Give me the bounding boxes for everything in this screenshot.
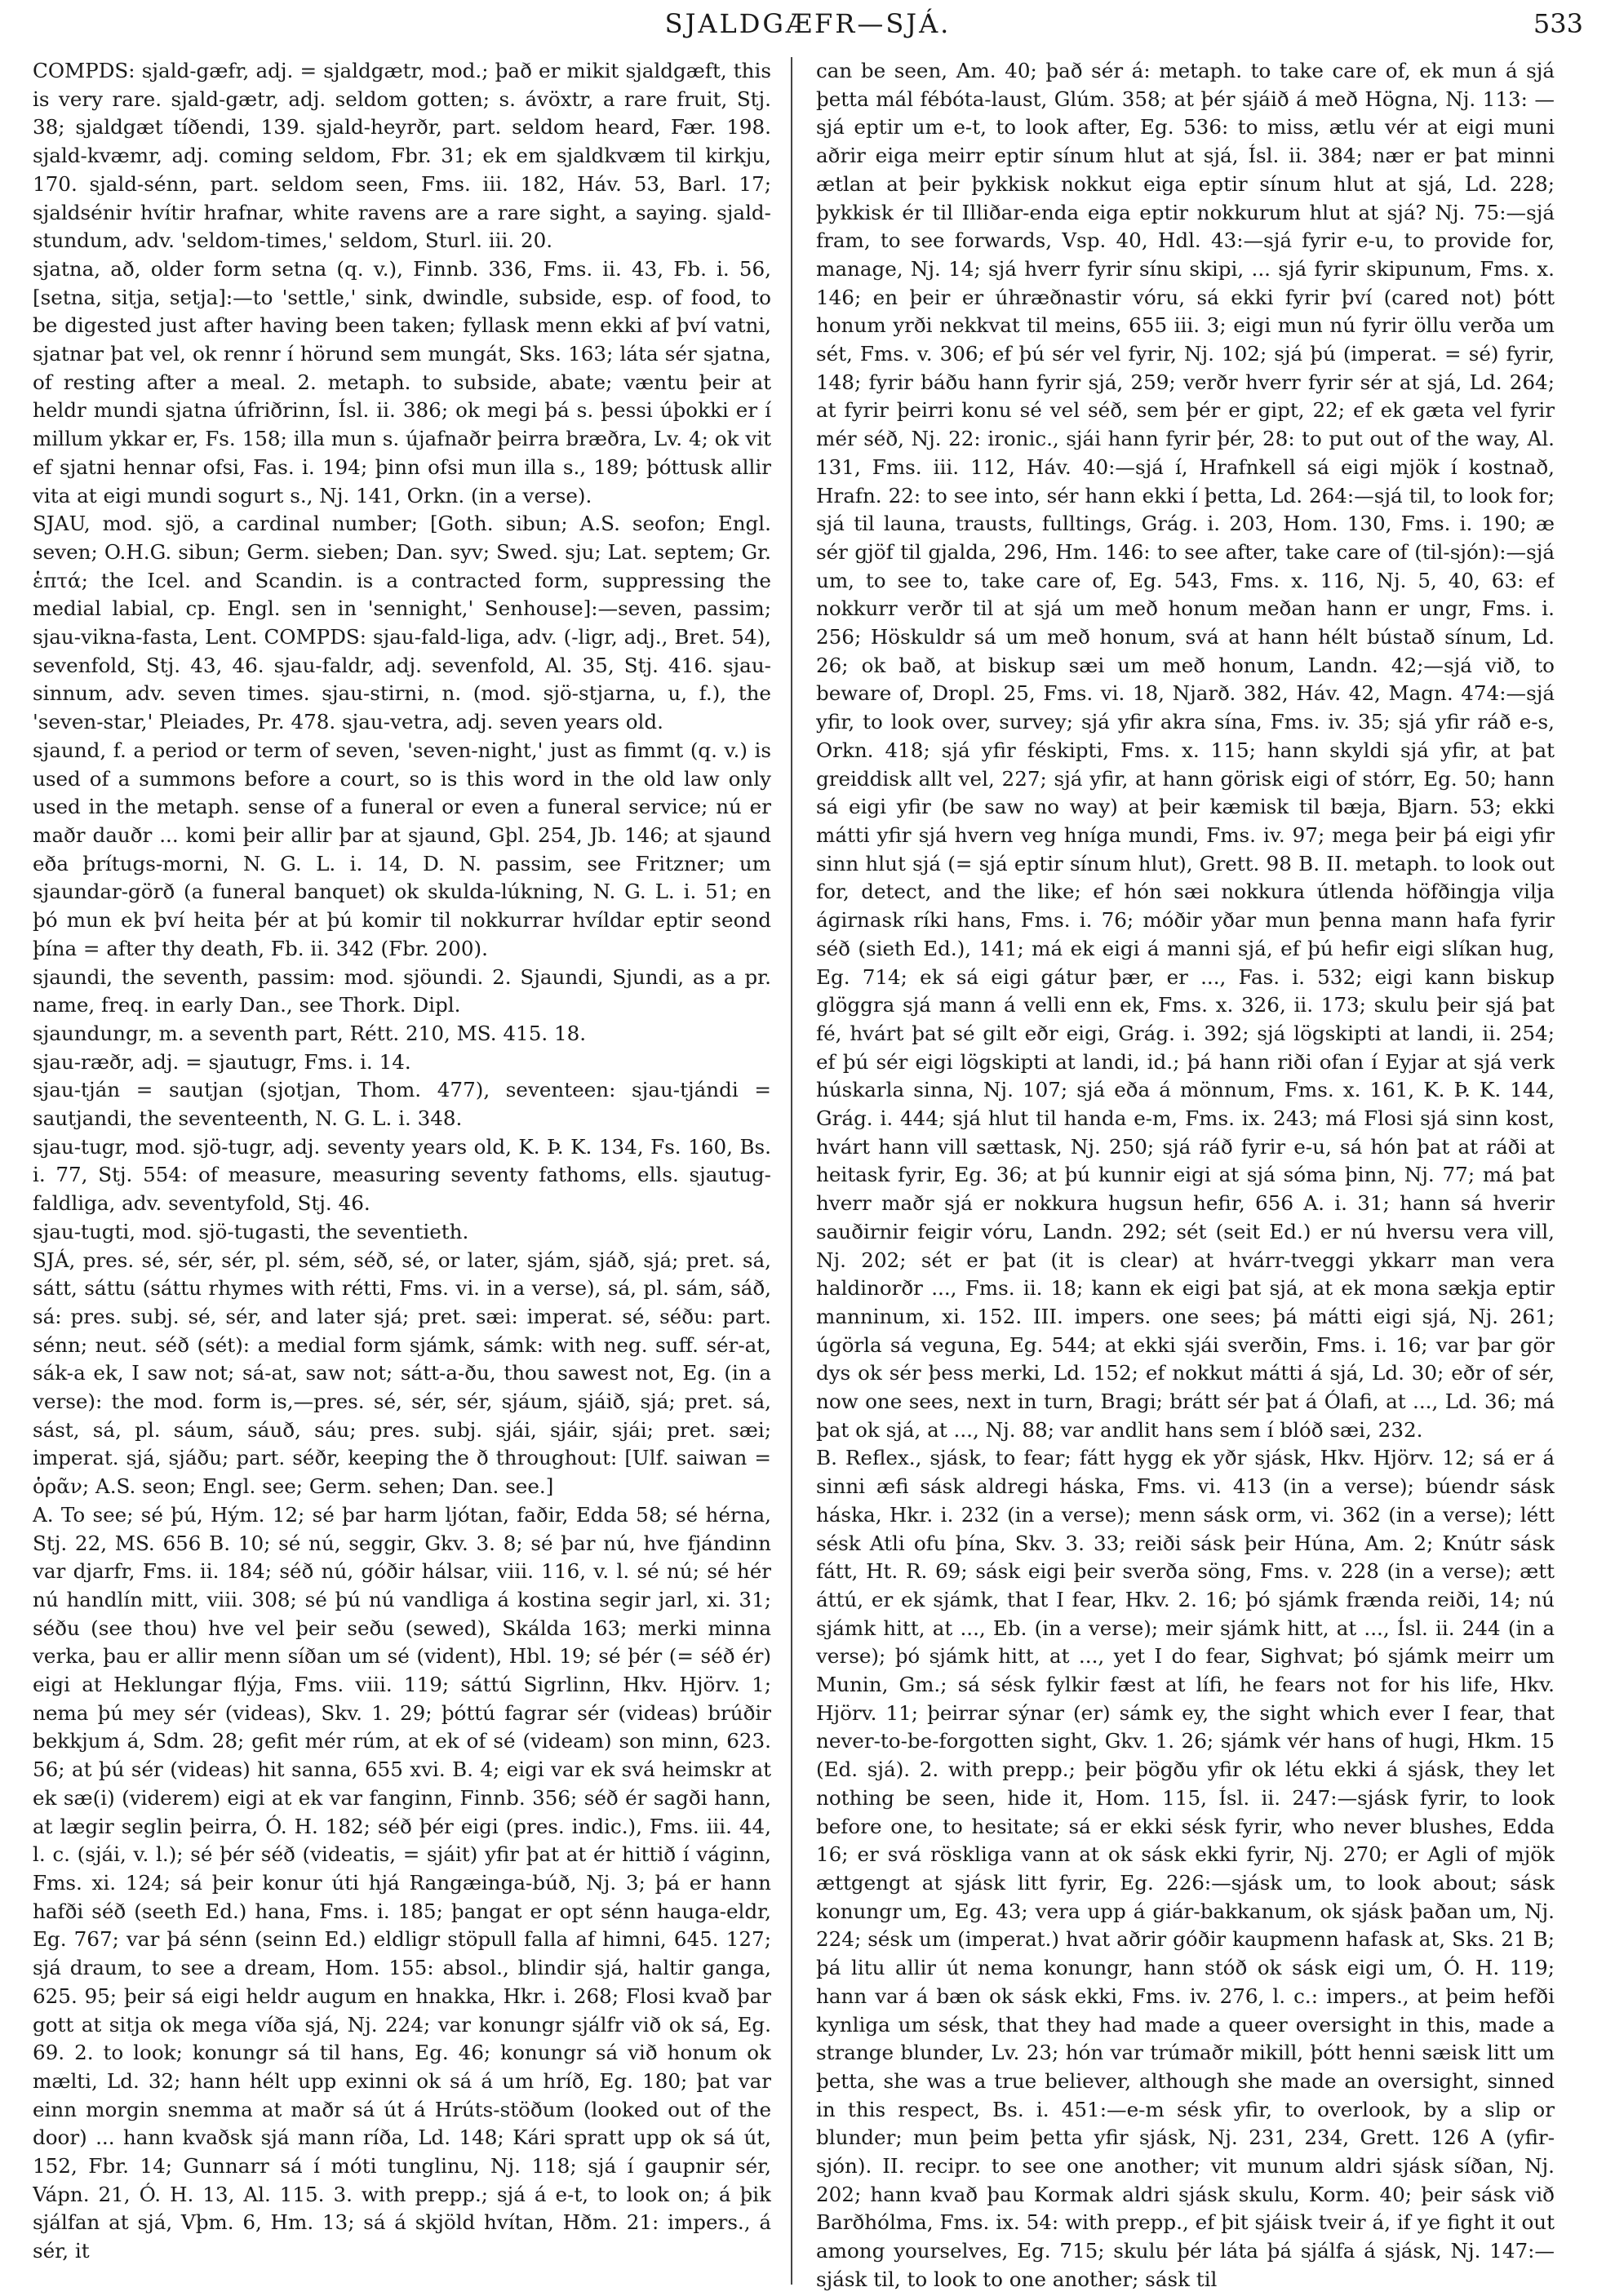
entry-sja-section-b: B. Reflex., sjásk, to fear; fátt hygg ek yðr sjásk, Hkv. Hjörv. 12; sá er á sinni æfi sásk aldregi háska, Fms. vi. 413 (in a verse); búendr sásk háska, Hkr. i. 232 (in a verse); menn sásk orm, vi. 362 (in a verse); létt sésk Atli ofu þína, Skv. 3. 33; reiði sásk þeir Húna, Am. 2; Knútr sásk fátt, Ht. R. 69; sásk eigi þeir sverða söng, Fms. v. 228 (in a verse); ætt áttú, er ek sjámk, that I fear, Hkv. 2. 16; þó sjámk frænda reiði, 14; nú sjámk hitt, at ..., Eb. (in a verse); meir sjámk hitt, at ..., Ísl. ii. 244 (in a verse); þó sjámk hitt, at ..., yet I do fear, Sighvat; þó sjámk meirr um Munin, Gm.; sá sésk fylkir fæst at lífi, he fears not for his life, Hkv. Hjörv. 11; þeirrar sýnar (er) sámk ey, the sight which ever I fear, that never-to-be-forgotten sight, Gkv. 1. 26; sjámk vér hans of hugi, Hkm. 15 (Ed. sjá). 2. with prepp.; þeir þögðu yfir ok létu ekki á sjásk, they let nothing be seen, hide it, Hom. 115, Ísl. ii. 247:—sjásk fyrir, to look before one, to hesitate; sá er ekki sésk fyrir, who never blushes, Edda 16; er svá röskliga vann at ok sásk ekki fyrir, Nj. 270; er Agli of mjök ættgengt at sjásk litt fyrir, Eg. 226:—sjásk um, to look about; sásk konungr um, Eg. 43; vera upp á giár-bakkanum, ok sjásk þaðan um, Nj. 224; sésk um (imperat.) hvat aðrir góðir kaupmenn hafask at, Sks. 21 B; þá litu allir út nema konungr, hann stóð ok sásk eigi um, Ó. H. 119; hann var á bæn ok sásk ekki, Fms. iv. 276, l. c.: impers., at þeim hefði kynliga um sésk, that they had made a queer oversight in this, made a strange blunder, Lv. 23; hón var trúmaðr mikill, þótt henni sæisk litt um þetta, she was a true believer, although she made an oversight, sinned in this respect, Bs. i. 451:—e-m sésk yfir, to overlook, by a slip or blunder; mun þeim þetta yfir sjásk, Nj. 231, 234, Grett. 126 A (yfir-sjón). II. recipr. to see one another; vit munum aldri sjásk síðan, Nj. 202; hann kvað þau Kormak aldri sjásk skulu, Korm. 40; þeir sásk við Barðhólma, Fms. ix. 54: with prepp., ef þit sjáisk tveir á, if ye fight it out among yourselves, Eg. 715; skulu þér láta þá sjálfa á sjásk, Nj. 147:—sjásk til, to look to one another; sásk til: [816, 1446, 1555, 2291]
entry-sjald-compounds: COMPDS: sjald-gæfr, adj. = sjaldgætr, mod.; það er mikit sjaldgæft, this is very rare. sjald-gætr, adj. seldom gotten; s. ávöxtr, a rare fruit, Stj. 38; sjaldgæt tíðendi, 139. sjald-heyrðr, part. seldom heard, Fær. 198. sjald-kvæmr, adj. coming seldom, Fbr. 31; ek em sjaldkvæm til kirkju, 170. sjald-sénn, part. seldom seen, Fms. iii. 182, Háv. 53, Barl. 17; sjaldsénir hvítir hrafnar, white ravens are a rare sight, a saying. sjald-stundum, adv. 'seldom-times,' seldom, Sturl. iii. 20.: [33, 59, 771, 253]
entry-sja-section-a: A. To see; sé þú, Hým. 12; sé þar harm ljótan, faðir, Edda 58; sé hérna, Stj. 22, MS. 656 B. 10; sé nú, seggir, Gkv. 3. 8; sé þar nú, hve fjándinn var djarfr, Fms. ii. 184; séð nú, góðir hálsar, viii. 116, v. l. sé nú; sé hér nú handlín mitt, viii. 308; sé þú nú vandliga á kostina segir jarl, xi. 31; séðu (see thou) hve vel þeir seðu (sewed), Skálda 163; merki minna verka, þau er allir menn síðan um sé (vident), Hbl. 19; sé þér (= séð ér) eigi at Heklungar flýja, Fms. viii. 119; sáttú Sigrlinn, Hkv. Hjörv. 1; nema þú mey sér (videas), Skv. 1. 29; þóttú fagrar sér (videas) brúðir bekkjum á, Sdm. 28; gefit mér rúm, at ek of sé (videam) son minn, 623. 56; at þú sér (videas) hit sanna, 655 xvi. B. 4; eigi var ek svá heimskr at ek sæ(i) (viderem) eigi at ek var fanginn, Finnb. 356; séð ér sagði hann, at lægir seglin þeirra, Ó. H. 182; séð þér eigi (pres. indic.), Fms. iii. 44, l. c. (sjái, v. l.); sé þér séð (videatis, = sjáit) yfir þat at ér hittið í váginn, Fms. xi. 124; sá þeir konur úti hjá Rangæinga-búð, Nj. 3; þá er hann hafði séð (seeth Ed.) hana, Fms. i. 185; þangat er opt sénn hauga-eldr, Eg. 767; var þá sénn (seinn Ed.) eldligr stöpull falla af himni, 645. 127; sjá draum, to see a dream, Hom. 155: absol., blindir sjá, haltir ganga, 625. 95; þeir sá eigi heldr augum en hnakka, Hkr. i. 268; Flosi kvað þar gott at sitja ok mega víða sjá, Nj. 224; var konungr sjálfr við ok sá, Eg. 69. 2. to look; konungr sá til hans, Eg. 46; konungr sá við honum ok mælti, Ld. 32; hann hélt upp exinni ok sá á um hríð, Eg. 180; þat var einn morgin snemma at maðr sá út á Hrúts-stöðum (looked out of the door) ... hann kvaðsk sjá mann ríða, Ld. 148; Kári spratt upp ok sá út, 152, Fbr. 14; Gunnarr sá í móti tunglinu, Nj. 118; sjá í gaupnir sér, Vápn. 21, Ó. H. 13, Al. 115. 3. with prepp.; sjá á e-t, to look on; á þik sjálfan at sjá, Vþm. 6, Hm. 13; sá á skjöld hvítan, Hðm. 21: impers., á sér, it: [33, 1502, 771, 2263]
entry-sjaund: sjaund, f. a period or term of seven, 'seven-night,' just as fimmt (q. v.) is used of a summons before a court, so is this word in the old law only used in the metaph. sense of a funeral or even a funeral service; nú er maðr dauðr ... komi þeir allir þar at sjaund, Gþl. 254, Jb. 146; at sjaund eða þrítugs-morni, N. G. L. i. 14, D. N. passim, see Fritzner; um sjaundar-görð (a funeral banquet) ok skulda-lúkning, N. G. L. i. 51; en þó mun ek því heita þér at þú komir til nokkurrar hvíldar eptir seond þína = after thy death, Fb. ii. 342 (Fbr. 200).: [33, 738, 771, 960]
left-column: [33, 57, 771, 2296]
column-divider: [791, 57, 792, 2285]
entry-sja: SJÁ, pres. sé, sér, sér, pl. sém, séð, sé, or later, sjám, sjáð, sjá; pret. sá, sátt, sáttu (sáttu rhymes with rétti, Fms. vi. in a verse), sá, pl. sám, sáð, sá: pres. subj. sé, sér, and later sjá; pret. sæi: imperat. sé, séðu: part. sénn; neut. séð (sét): a medial form sjámk, sámk: with neg. suff. sér-at, sák-a ek, I saw not; sá-at, saw not; sátt-a-ðu, thou sawest not, Eg. (in a verse): the mod. form is,—pres. sé, sér, sér, sjáum, sjáið, sjá; pret. sá, sást, sá, pl. sáum, sáuð, sáu; pres. subj. sjái, sjáir, sjái; pret. sæi; imperat. sjá, sjáðu; part. séðr, keeping the ð throughout: [Ulf. saiwan = ὁρᾶν; A.S. seon; Engl. see; Germ. sehen; Dan. see.]: [33, 1248, 771, 1499]
entry-sjau: SJAU, mod. sjö, a cardinal number; [Goth. sibun; A.S. seofon; Engl. seven; O.H.G. sibun; Germ. sieben; Dan. syv; Swed. sju; Lat. septem; Gr. ἑπτά; the Icel. and Scandin. is a contracted form, suppressing the medial labial, cp. Engl. sen in 'sennight,' Senhouse]:—seven, passim; sjau-vikna-fasta, Lent. COMPDS: sjau-fald-liga, adv. (-ligr, adj., Bret. 54), sevenfold, Stj. 43, 46. sjau-faldr, adj. sevenfold, Al. 35, Stj. 416. sjau-sinnum, adv. seven times. sjau-stirni, n. (mod. sjö-stjarna, u, f.), the 'seven-star,' Pleiades, Pr. 478. sjau-vetra, adj. seven years old.: [33, 512, 771, 734]
entry-sjatna: sjatna, að, older form setna (q. v.), Finnb. 336, Fms. ii. 43, Fb. i. 56, [setna, sitja, setja]:—to 'settle,' sink, dwindle, subside, esp. of food, to be digested just after having been taken; fyllask menn ekki af því vatni, sjatnar þat vel, ok rennr í hörund sem mungát, Sks. 163; láta sér sjatna, of resting after a meal. 2. metaph. to subside, abate; væntu þeir at heldr mundi sjatna úfriðrinn, Ísl. ii. 386; ok megi þá s. þessi úþokki er í millum ykkar er, Fs. 158; illa mun s. újafnaðr þeirra bræðra, Lv. 4; ok vit ef sjatni hennar ofsi, Fas. i. 194; þinn ofsi mun illa s., 189; þóttusk allir vita at eigi mundi sogurt s., Nj. 141, Orkn. (in a verse).: [33, 256, 771, 508]
right-column: [816, 57, 1555, 2296]
entry-sjaundi: sjaundi, the seventh, passim: mod. sjöundi. 2. Sjaundi, Sjundi, as a pr. name, freq. in early Dan., see Thork. Dipl.: [33, 964, 771, 1017]
entry-sjau-tjan: sjau-tján = sautjan (sjotjan, Thom. 477), seventeen: sjau-tjándi = sautjandi, the seventeenth, N. G. L. i. 348.: [33, 1078, 771, 1131]
running-title: SJALDGÆFR—SJÁ.: [664, 8, 952, 39]
entry-sjau-tugti: sjau-tugti, mod. sjö-tugasti, the seventieth.: [33, 1219, 469, 1243]
page-header: [33, 7, 1583, 42]
entry-sjaundungr: sjaundungr, m. a seventh part, Rétt. 210, MS. 415. 18.: [33, 1021, 587, 1045]
entry-sjau-raedr: sjau-ræðr, adj. = sjautugr, Fms. i. 14.: [33, 1049, 411, 1074]
page-number: 533: [1533, 8, 1583, 39]
entry-sja-continued: can be seen, Am. 40; það sér á: metaph. to take care of, ek mun á sjá þetta mál fébóta-laust, Glúm. 358; at þér sjáið á með Högna, Nj. 113: —sjá eptir um e-t, to look after, Eg. 536: to miss, ætlu vér at eigi muni aðrir eiga meirr eptir sínum hlut at sjá, Ísl. ii. 384; nær er þat minni ætlan at þeir þykkisk nokkut eiga eptir sínum hlut at sjá, Ld. 228; þykkisk ér til Illiðar-enda eiga eptir nokkurum hlut at sjá? Nj. 75:—sjá fram, to see forwards, Vsp. 40, Hdl. 43:—sjá fyrir e-u, to provide for, manage, Nj. 14; sjá hverr fyrir sínu skipi, ... sjá fyrir skipunum, Fms. x. 146; en þeir er úhræðnastir vóru, sá ekki fyrir því (cared not) þótt honum yrði nekkvat til meins, 655 iii. 3; eigi mun nú fyrir öllu verða um sét, Fms. v. 306; ef þú sér vel fyrir, Nj. 102; sjá þú (imperat. = sé) fyrir, 148; fyrir báðu hann fyrir sjá, 259; verðr hverr fyrir sér at sjá, Ld. 264; at fyrir þeirri konu sé vel séð, sem þér er gipt, 22; ef ek gæta vel fyrir mér séð, Nj. 22: ironic., sjái hann fyrir þér, 28: to put out of the way, Al. 131, Fms. iii. 112, Háv. 40:—sjá í, Hrafnkell sá eigi mjök í kostnað, Hrafn. 22: to see into, sér hann ekki í þetta, Ld. 264:—sjá til, to look for; sjá til launa, trausts, fulltings, Grág. i. 203, Hom. 130, Fms. i. 190; æ sér gjöf til gjalda, 296, Hm. 146: to see after, take care of (til-sjón):—sjá um, to see to, take care of, Eg. 543, Fms. x. 116, Nj. 5, 40, 63: ef nokkurr verðr til at sjá um með honum meðan hann er ungr, Fms. i. 256; Höskuldr sá um með honum, svá at hann hélt bústað sínum, Ld. 26; ok bað, at biskup sæi um með honum, Landn. 42;—sjá við, to beware of, Dropl. 25, Fms. vi. 18, Njarð. 382, Háv. 42, Magn. 474:—sjá yfir, to look over, survey; sjá yfir akra sína, Fms. iv. 35; sjá yfir ráð e-s, Orkn. 418; sjá yfir féskipti, Fms. x. 115; hann skyldi sjá yfir, at þat greiddisk allt vel, 227; sjá yfir, at hann görisk eigi of stórr, Eg. 50; hann sá eigi yfir (be saw no way) at þeir kæmisk til bæja, Bjarn. 53; ekki mátti yfir sjá hvern veg hníga mundi, Fms. iv. 97; mega þeir þá eigi yfir sinn hlut sjá (= sjá eptir sínum hlut), Grett. 98 B. II. metaph. to look out for, detect, and the like; ef hón sæi nokkura útlenda höfðingja vilja ágirnask ríki hans, Fms. i. 76; móðir yðar mun þenna mann hafa fyrir séð (sieth Ed.), 141; má ek eigi á manni sjá, ef þú hefir eigi slíkan hug, Eg. 714; ek sá eigi gátur þær, er ..., Fas. i. 532; eigi kann biskup glöggra sjá mann á velli enn ek, Fms. x. 326, ii. 173; skulu þeir sjá þat fé, hvárt þat sé gilt eðr eigi, Grág. i. 392; sjá lögskipti at landi, ii. 254; ef þú sér eigi lögskipti at landi, id.; þá hann riði ofan í Eyjar at sjá verk húskarla sinna, Nj. 107; sjá eða á mönnum, Fms. x. 161, K. Þ. K. 144, Grág. i. 444; sjá hlut til handa e-m, Fms. ix. 243; má Flosi sjá sinn kost, hvárt hann vill sættask, Nj. 250; sjá ráð fyrir e-u, sá hón þat at ráði at heitask fyrir, Eg. 36; at þú kunnir eigi at sjá sóma þinn, Nj. 77; má þat hverr maðr sjá er nokkura hugsun hefir, 656 A. i. 31; hann sá hverir sauðirnir feigir vóru, Landn. 292; sét (seit Ed.) er nú hversu vera vill, Nj. 202; sét er þat (it is clear) at hvárr-tveggi ykkarr man vera haldinorðr ..., Fms. ii. 18; kann ek eigi þat sjá, at ek mona sækja eptir manninum, xi. 152. III. impers. one sees; þá mátti eigi sjá, Nj. 261; úgörla sá veguna, Eg. 544; at ekki sjái sverðin, Fms. i. 16; var þar gör dys ok sér þess merki, Ld. 152; ef nokkut mátti á sjá, Ld. 30; eðr of sér, now one sees, next in turn, Bragi; brátt sér þat á Ólafi, at ..., Ld. 36; má þat ok sjá, at ..., Nj. 88; var andlit hans sem í blóð sæi, 232.: [816, 59, 1555, 1442]
entry-sjau-tugr: sjau-tugr, mod. sjö-tugr, adj. seventy years old, K. Þ. K. 134, Fs. 160, Bs. i. 77, Stj. 554: of measure, measuring seventy fathoms, ells. sjautug-faldliga, adv. seventyfold, Stj. 46.: [33, 1134, 771, 1216]
